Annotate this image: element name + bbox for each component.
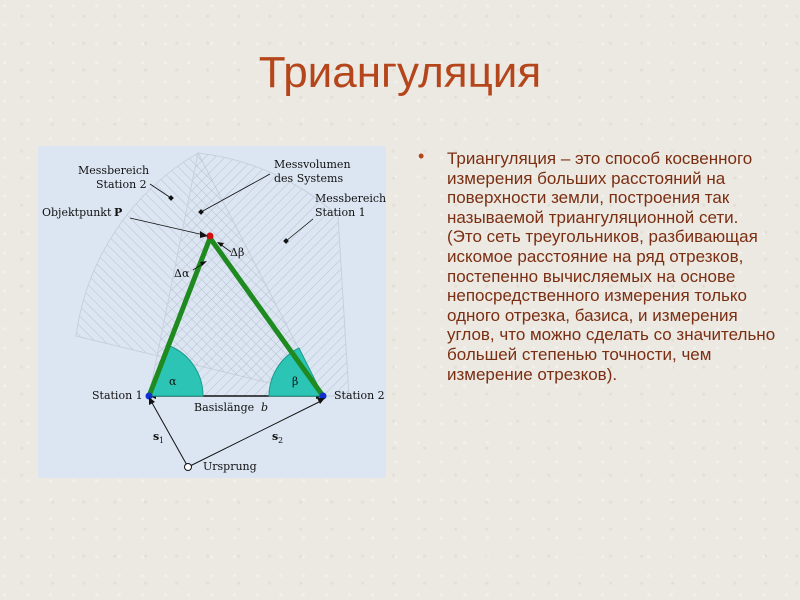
label-ursprung: Ursprung — [203, 460, 257, 473]
label-basislaenge-b: b — [261, 401, 269, 414]
label-s1-sub: 1 — [159, 436, 165, 445]
label-messbereich-station2-l1: Messbereich — [78, 164, 150, 177]
triangulation-diagram — [38, 146, 386, 478]
diagram-svg — [38, 146, 386, 478]
label-objektpunkt: Objektpunkt — [42, 206, 112, 219]
label-basislaenge: Basislänge — [194, 401, 255, 414]
label-objektpunkt-p: P — [114, 206, 123, 219]
label-delta-alpha: Δα — [174, 267, 190, 280]
label-beta: β — [292, 375, 299, 388]
label-station1: Station 1 — [92, 389, 143, 402]
label-delta-beta: Δβ — [230, 246, 245, 259]
label-s1: s — [153, 430, 160, 443]
label-messbereich-station1-l2: Station 1 — [315, 206, 366, 219]
slide-title: Триангуляция — [258, 48, 542, 97]
label-station2: Station 2 — [334, 389, 385, 402]
label-messbereich-station1-l1: Messbereich — [315, 192, 386, 205]
label-alpha: α — [169, 375, 177, 388]
label-messvolumen-l2: des Systems — [274, 172, 344, 185]
label-messvolumen-l1: Messvolumen — [274, 158, 351, 171]
origin-point — [185, 464, 192, 471]
bullet-paragraph: Триангуляция – это способ косвенного измерения больших расстояний на поверхности земли, построения так называемой триангуляционной сети. (Это сеть треугольников, разбивающая искомое расстояние на ряд отрезков, постепенно вычисляемых на основе непосредственного измерения только одного отрезка, базиса, и измерения углов, что можно сделать со значительно большей степенью точности, чем измерение отрезков). — [447, 149, 776, 384]
label-s2: s — [272, 430, 279, 443]
label-messbereich-station2-l2: Station 2 — [96, 178, 147, 191]
bullet-marker: • — [418, 146, 425, 166]
label-s2-sub: 2 — [278, 436, 284, 445]
